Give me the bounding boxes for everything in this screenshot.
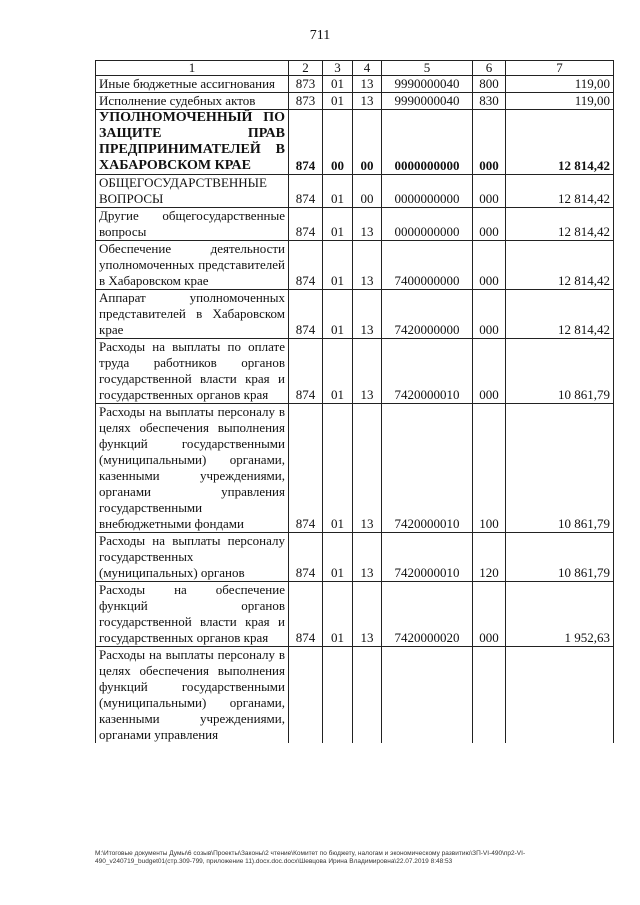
row-name: Расходы на выплаты персоналу в целях обеспечения выполнения функций государственными (муниципальными) органами, казенными учреждениями, органами управления государственными внебюджетными фондами — [96, 404, 289, 533]
row-section-code: 01 — [323, 290, 353, 339]
row-target-article: 0000000000 — [382, 110, 473, 175]
row-subsection-code: 00 — [353, 110, 382, 175]
row-expense-type: 000 — [473, 582, 506, 647]
row-admin-code: 874 — [289, 290, 323, 339]
row-admin-code: 874 — [289, 582, 323, 647]
table-row — [96, 110, 614, 175]
row-subsection-code: 13 — [353, 208, 382, 241]
header-col-6: 6 — [473, 61, 506, 76]
row-section-code: 01 — [323, 76, 353, 93]
header-col-7: 7 — [506, 61, 614, 76]
row-subsection-code: 13 — [353, 582, 382, 647]
row-section-code: 01 — [323, 175, 353, 208]
table-row — [96, 93, 614, 110]
row-amount: 119,00 — [506, 76, 614, 93]
row-admin-code: 874 — [289, 533, 323, 582]
row-amount: 1 952,63 — [506, 582, 614, 647]
row-name: Расходы на обеспечение функций органов государственной власти края и государственных органов края — [96, 582, 289, 647]
row-name: Аппарат уполномоченных представителей в Хабаровском крае — [96, 290, 289, 339]
row-name: Обеспечение деятельности уполномоченных представителей в Хабаровском крае — [96, 241, 289, 290]
row-amount: 12 814,42 — [506, 241, 614, 290]
table-row — [96, 582, 614, 647]
table-row-partial — [96, 647, 614, 744]
row-empty-cell — [473, 647, 506, 744]
row-expense-type: 000 — [473, 241, 506, 290]
row-subsection-code: 13 — [353, 76, 382, 93]
row-amount: 10 861,79 — [506, 339, 614, 404]
row-amount: 119,00 — [506, 93, 614, 110]
table-row — [96, 533, 614, 582]
row-empty-cell — [323, 647, 353, 744]
header-col-3: 3 — [323, 61, 353, 76]
row-name: Иные бюджетные ассигнования — [96, 76, 289, 93]
row-section-code: 01 — [323, 533, 353, 582]
header-row — [96, 61, 614, 76]
table-row — [96, 404, 614, 533]
row-section-code: 01 — [323, 582, 353, 647]
header-col-2: 2 — [289, 61, 323, 76]
row-target-article: 7420000010 — [382, 339, 473, 404]
row-subsection-code: 00 — [353, 175, 382, 208]
row-empty-cell — [506, 647, 614, 744]
row-section-code: 01 — [323, 404, 353, 533]
page-number: 711 — [309, 28, 331, 43]
table-row — [96, 175, 614, 208]
table-row — [96, 290, 614, 339]
row-target-article: 7420000020 — [382, 582, 473, 647]
table-row — [96, 241, 614, 290]
row-section-code: 01 — [323, 93, 353, 110]
row-subsection-code: 13 — [353, 93, 382, 110]
row-expense-type: 000 — [473, 110, 506, 175]
row-subsection-code: 13 — [353, 339, 382, 404]
row-name: Расходы на выплаты персоналу государственных (муниципальных) органов — [96, 533, 289, 582]
row-target-article: 9990000040 — [382, 93, 473, 110]
header-col-4: 4 — [353, 61, 382, 76]
row-expense-type: 000 — [473, 290, 506, 339]
header-col-1: 1 — [96, 61, 289, 76]
row-admin-code: 874 — [289, 404, 323, 533]
row-section-code: 01 — [323, 241, 353, 290]
row-expense-type: 000 — [473, 208, 506, 241]
table-row — [96, 208, 614, 241]
row-section-code: 01 — [323, 339, 353, 404]
row-admin-code: 874 — [289, 339, 323, 404]
row-admin-code: 874 — [289, 241, 323, 290]
row-subsection-code: 13 — [353, 404, 382, 533]
row-target-article: 7420000010 — [382, 533, 473, 582]
row-target-article: 9990000040 — [382, 76, 473, 93]
row-admin-code: 874 — [289, 175, 323, 208]
row-subsection-code: 13 — [353, 533, 382, 582]
row-name: ОБЩЕГОСУДАРСТВЕННЫЕ ВОПРОСЫ — [96, 175, 289, 208]
row-empty-cell — [382, 647, 473, 744]
row-admin-code: 873 — [289, 76, 323, 93]
row-target-article: 0000000000 — [382, 208, 473, 241]
row-name: Расходы на выплаты персоналу в целях обеспечения выполнения функций государственными (муниципальными) органами, казенными учреждениями, органами управления — [96, 647, 289, 744]
row-amount: 12 814,42 — [506, 175, 614, 208]
row-target-article: 0000000000 — [382, 175, 473, 208]
row-name: УПОЛНОМОЧЕННЫЙ ПО ЗАЩИТЕ ПРАВ ПРЕДПРИНИМАТЕЛЕЙ В ХАБАРОВСКОМ КРАЕ — [96, 110, 289, 175]
row-empty-cell — [353, 647, 382, 744]
row-expense-type: 830 — [473, 93, 506, 110]
row-admin-code: 874 — [289, 110, 323, 175]
row-target-article: 7400000000 — [382, 241, 473, 290]
row-target-article: 7420000010 — [382, 404, 473, 533]
row-amount: 12 814,42 — [506, 110, 614, 175]
row-expense-type: 800 — [473, 76, 506, 93]
row-subsection-code: 13 — [353, 290, 382, 339]
row-name: Другие общегосударственные вопросы — [96, 208, 289, 241]
table-row — [96, 339, 614, 404]
row-name: Расходы на выплаты по оплате труда работников органов государственной власти края и государственных органов края — [96, 339, 289, 404]
row-amount: 12 814,42 — [506, 290, 614, 339]
row-amount: 12 814,42 — [506, 208, 614, 241]
row-expense-type: 120 — [473, 533, 506, 582]
document-footer-path: M:\Итоговые документы Думы\6 созыв\Проекты\Законы\2 чтение\Комитет по бюджету, налогам и экономическому развитию\ЗП-VI-490\пр2-VI-490_v240719_budget01(стр.309-799, приложение 11).docx.doc.docx\Шевцова Ирина Владимировна\22.07.2019 8:48:53 — [95, 850, 526, 865]
row-name: Исполнение судебных актов — [96, 93, 289, 110]
row-expense-type: 100 — [473, 404, 506, 533]
row-expense-type: 000 — [473, 339, 506, 404]
row-empty-cell — [289, 647, 323, 744]
header-col-5: 5 — [382, 61, 473, 76]
table-row — [96, 76, 614, 93]
row-target-article: 7420000000 — [382, 290, 473, 339]
row-amount: 10 861,79 — [506, 533, 614, 582]
row-admin-code: 873 — [289, 93, 323, 110]
row-subsection-code: 13 — [353, 241, 382, 290]
row-admin-code: 874 — [289, 208, 323, 241]
budget-table — [95, 60, 614, 743]
row-expense-type: 000 — [473, 175, 506, 208]
row-amount: 10 861,79 — [506, 404, 614, 533]
row-section-code: 01 — [323, 208, 353, 241]
row-section-code: 00 — [323, 110, 353, 175]
